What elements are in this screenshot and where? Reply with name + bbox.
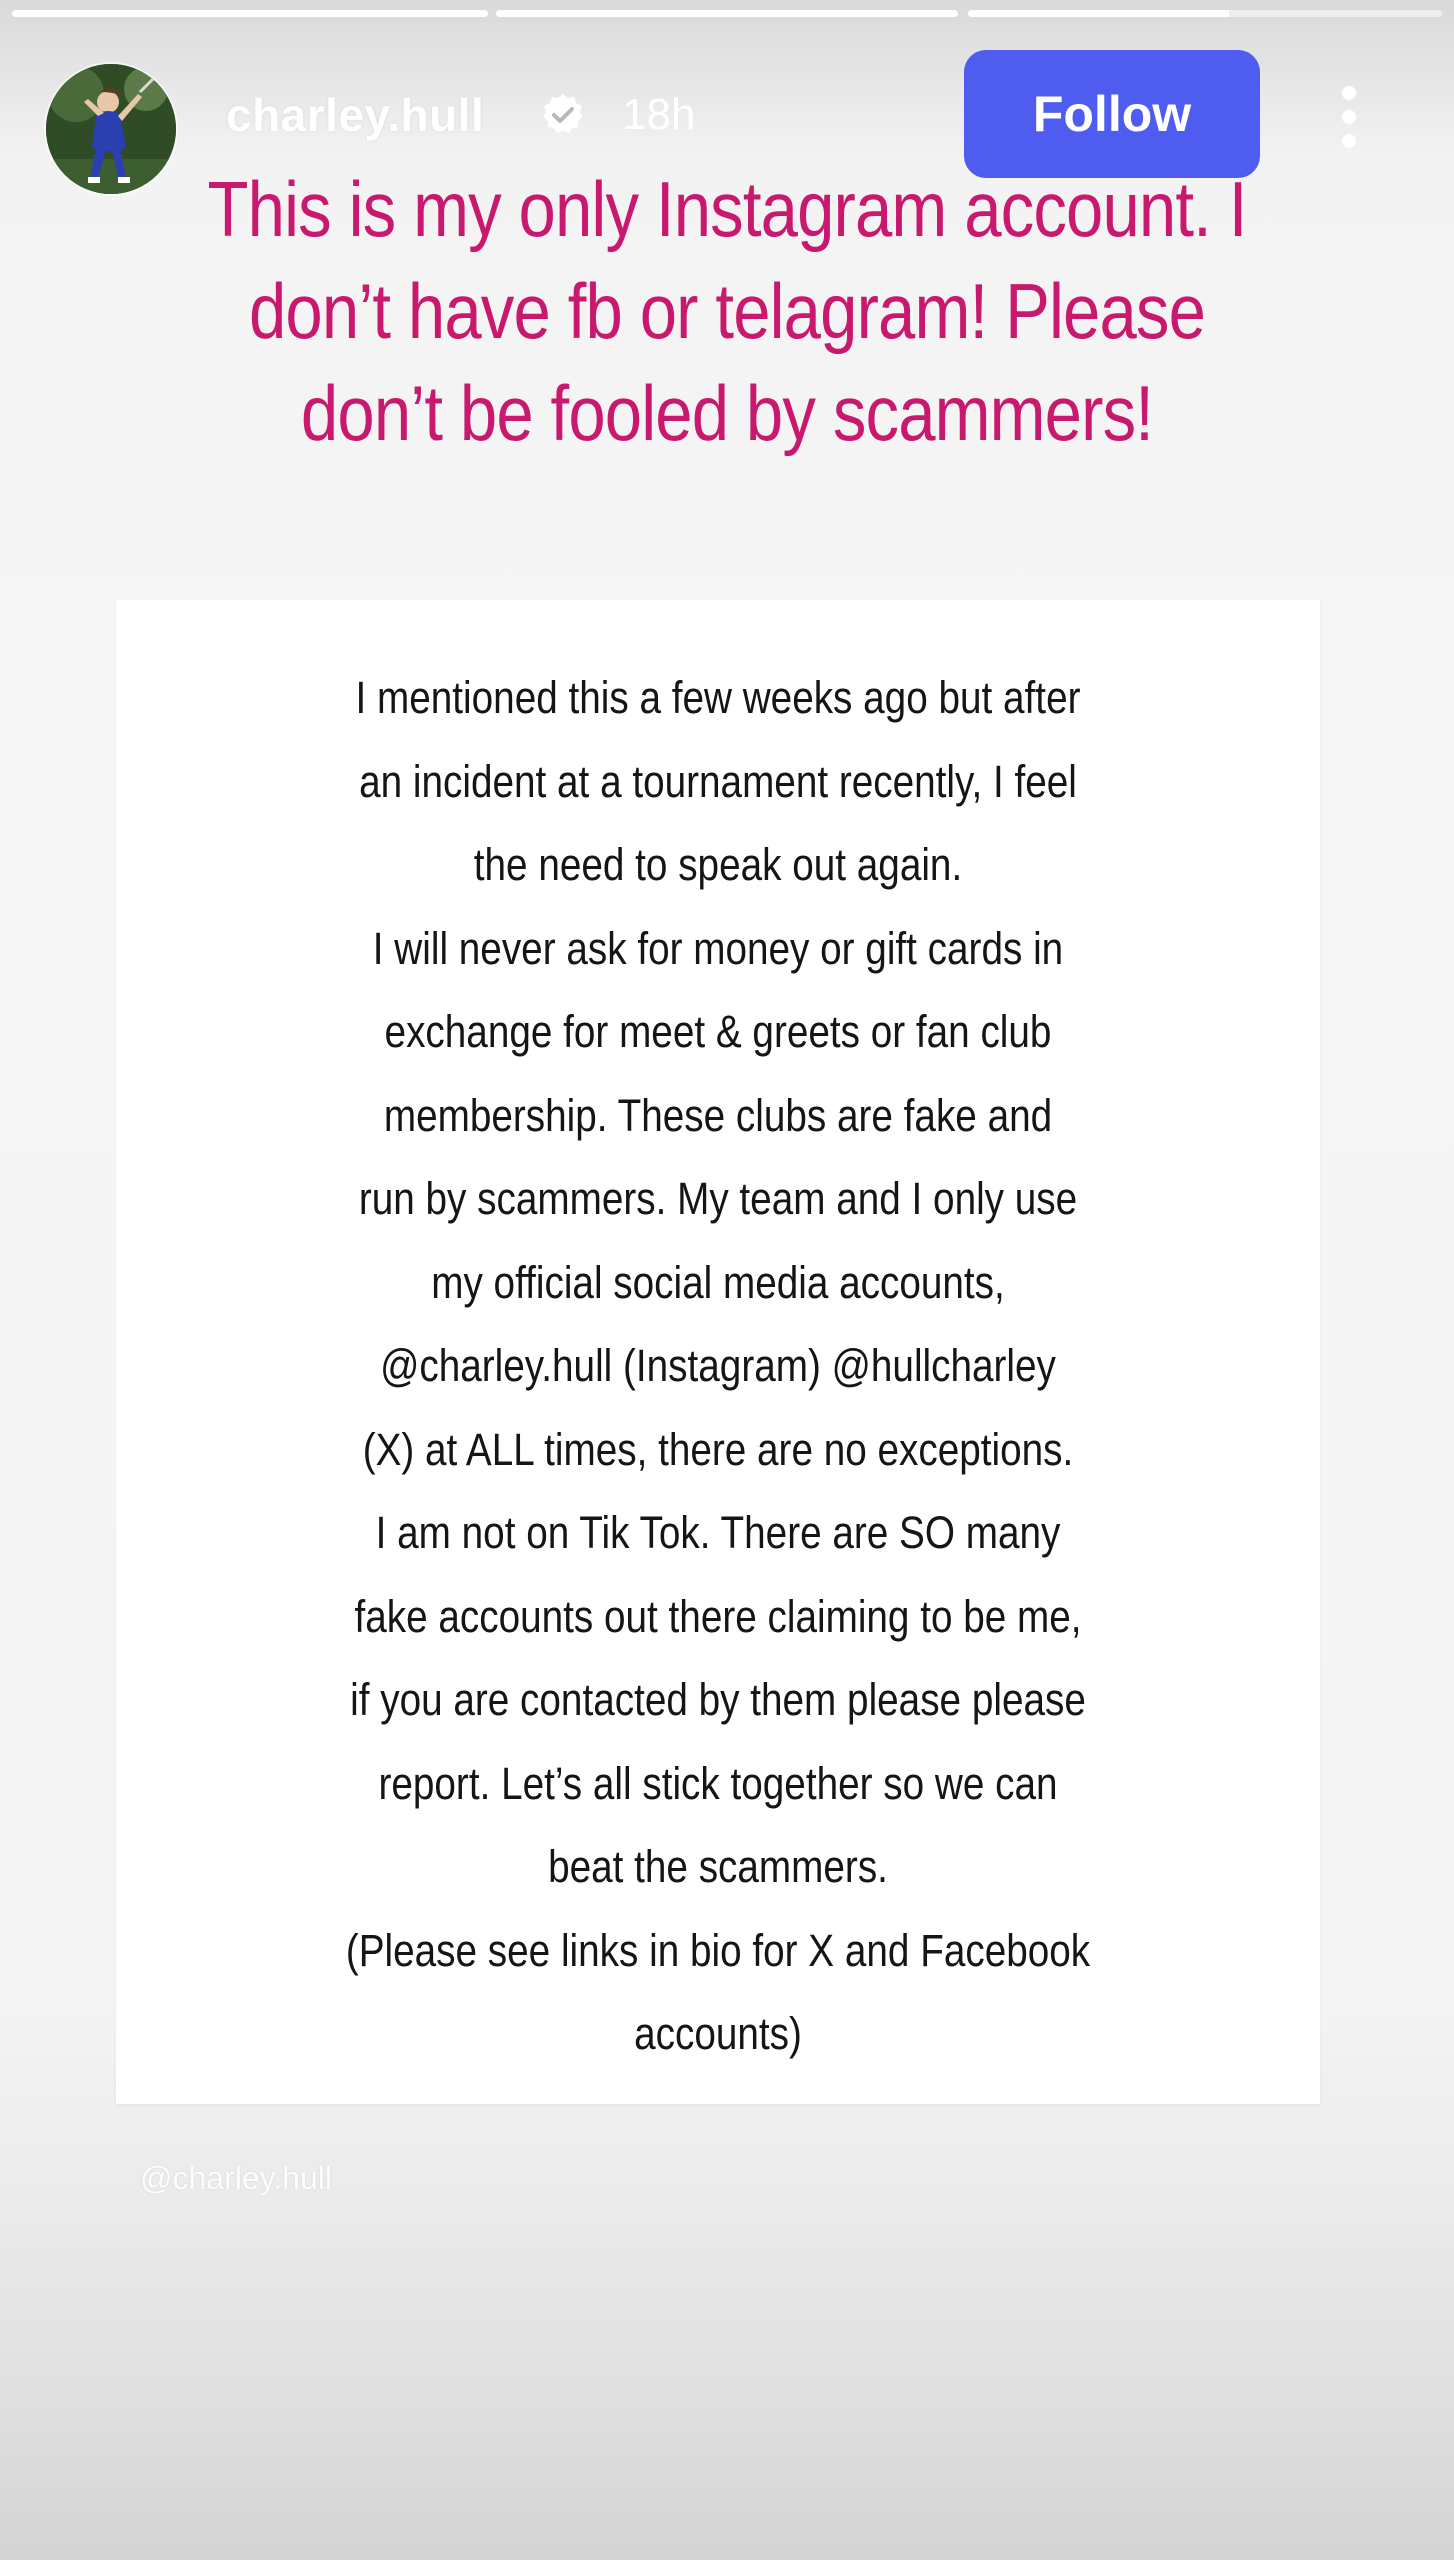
notice-line: I am not on Tik Tok. There are SO many — [375, 1507, 1061, 1558]
progress-fill — [12, 10, 488, 17]
progress-fill — [968, 10, 1229, 17]
notice-line: report. Let’s all stick together so we can — [378, 1757, 1058, 1809]
notice-line: if you are contacted by them please please — [350, 1674, 1086, 1725]
headline-line: don’t be fooled by scammers! — [300, 369, 1154, 457]
mention-sticker[interactable]: @charley.hull — [140, 2160, 332, 2196]
headline-line: don’t have fb or telagram! Please — [248, 267, 1206, 355]
notice-line: (X) at ALL times, there are no exceptions. — [362, 1423, 1074, 1475]
notice-line: fake accounts out there claiming to be me, — [354, 1590, 1082, 1642]
follow-button[interactable]: Follow — [964, 50, 1260, 178]
notice-line: (Please see links in bio for X and Facebook — [345, 1924, 1091, 1976]
notice-line: an incident at a tournament recently, I feel — [359, 755, 1077, 807]
notice-line: accounts) — [634, 2008, 802, 2059]
avatar[interactable] — [46, 64, 176, 194]
notice-line: run by scammers. My team and I only use — [358, 1173, 1078, 1224]
notice-text — [200, 656, 1235, 2076]
notice-card — [116, 600, 1320, 2104]
story-progress-segment — [968, 10, 1442, 17]
notice-line: the need to speak out again. — [473, 839, 963, 890]
notice-line: @charley.hull (Instagram) @hullcharley — [380, 1340, 1056, 1391]
progress-fill — [496, 10, 958, 17]
notice-line: I mentioned this a few weeks ago but after — [355, 672, 1081, 723]
notice-line: membership. These clubs are fake and — [383, 1089, 1053, 1141]
notice-line: my official social media accounts, — [431, 1256, 1005, 1308]
notice-line: beat the scammers. — [548, 1841, 888, 1892]
post-time: 18h — [622, 90, 696, 139]
more-vertical-icon[interactable] — [1330, 84, 1370, 150]
notice-line: exchange for meet & greets or fan club — [384, 1006, 1052, 1057]
notice-line: I will never ask for money or gift cards in — [372, 922, 1064, 974]
more-dot — [1342, 110, 1356, 124]
verified-badge-icon — [540, 92, 586, 138]
headline-text — [188, 158, 1266, 464]
headline-line: This is my only Instagram account. I — [207, 165, 1247, 253]
golfer-avatar-icon — [46, 64, 176, 194]
more-dot — [1342, 86, 1356, 100]
username[interactable]: charley.hull — [226, 89, 485, 141]
story-progress-segment — [12, 10, 488, 17]
story-progress-segment — [496, 10, 958, 17]
more-dot — [1342, 134, 1356, 148]
story-progress-bar — [0, 10, 1454, 18]
